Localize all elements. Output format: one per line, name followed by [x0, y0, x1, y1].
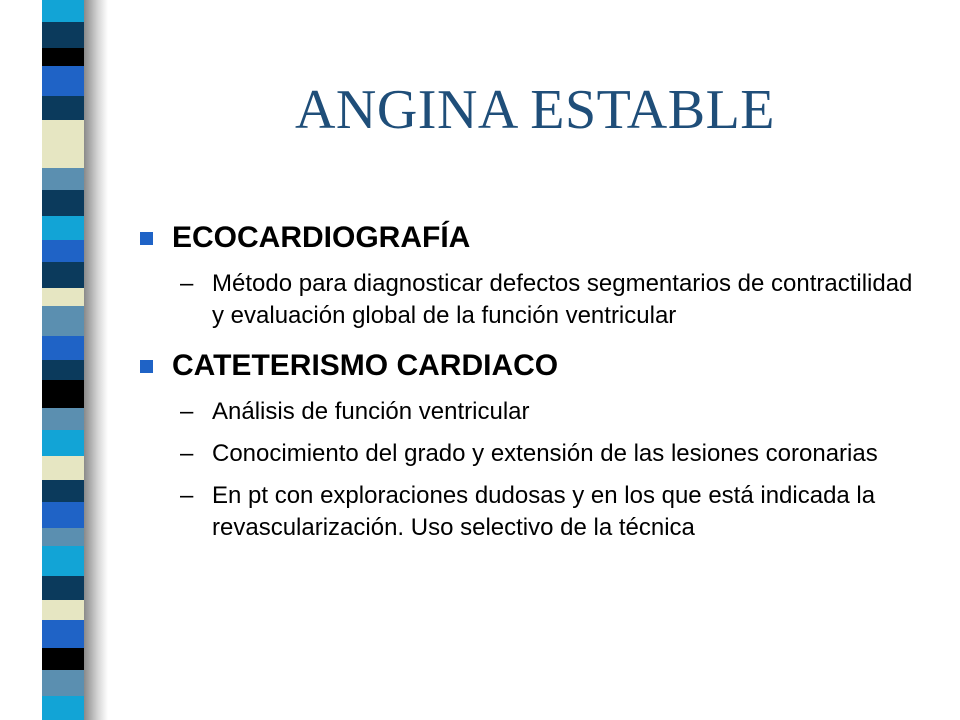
sub-point: [140, 438, 930, 470]
dash-marker: –: [180, 398, 194, 425]
stripe-block: [42, 600, 84, 620]
sub-point-text: En pt con exploraciones dudosas y en los que está indicada la revascularización. Uso selectivo de la técnica: [212, 482, 876, 541]
stripe-block: [42, 576, 84, 600]
bullet-square-icon: [140, 232, 153, 245]
section-heading-text: CATETERISMO CARDIACO: [172, 349, 559, 382]
sub-point: [140, 396, 930, 428]
stripe-block: [42, 48, 84, 66]
stripe-edge: [0, 0, 42, 720]
sub-point: [140, 268, 930, 332]
stripe-block: [42, 480, 84, 502]
stripe-block: [42, 502, 84, 528]
stripe-block: [42, 168, 84, 190]
stripe-block: [42, 456, 84, 480]
stripe-block: [42, 190, 84, 216]
slide-content: [140, 218, 930, 544]
bullet-square-icon: [140, 360, 153, 373]
section-heading-text: ECOCARDIOGRAFÍA: [172, 221, 471, 254]
stripe-block: [42, 546, 84, 576]
section-heading-cateterismo: [140, 346, 930, 386]
stripe-block: [42, 430, 84, 456]
stripe-block: [42, 66, 84, 96]
stripe-block: [42, 306, 84, 336]
slide-title: ANGINA ESTABLE: [294, 79, 776, 141]
stripe-block: [42, 120, 84, 140]
stripe-block: [42, 696, 84, 720]
decorative-stripe: [0, 0, 110, 720]
stripe-block: [42, 380, 84, 408]
stripe-shadow: [84, 0, 108, 720]
stripe-block: [42, 670, 84, 696]
dash-marker: –: [180, 482, 194, 509]
stripe-block: [42, 0, 84, 22]
stripe-block: [42, 22, 84, 48]
sub-point-text: Método para diagnosticar defectos segmentarios de contractilidad y evaluación global de la función ventricular: [212, 270, 913, 329]
section-heading-ecocardiografia: [140, 218, 930, 258]
stripe-block: [42, 528, 84, 546]
sub-point-text: Análisis de función ventricular: [212, 398, 530, 425]
dash-marker: –: [180, 270, 194, 297]
sub-point: [140, 480, 930, 544]
stripe-block: [42, 262, 84, 288]
stripe-block: [42, 620, 84, 648]
stripe-block: [42, 216, 84, 240]
dash-marker: –: [180, 440, 194, 467]
stripe-block: [42, 240, 84, 262]
stripe-block: [42, 288, 84, 306]
stripe-block: [42, 408, 84, 430]
stripe-block: [42, 648, 84, 670]
stripe-block: [42, 96, 84, 120]
stripe-block: [42, 140, 84, 168]
sub-point-text: Conocimiento del grado y extensión de las lesiones coronarias: [212, 440, 878, 467]
stripe-block: [42, 360, 84, 380]
stripe-block: [42, 336, 84, 360]
